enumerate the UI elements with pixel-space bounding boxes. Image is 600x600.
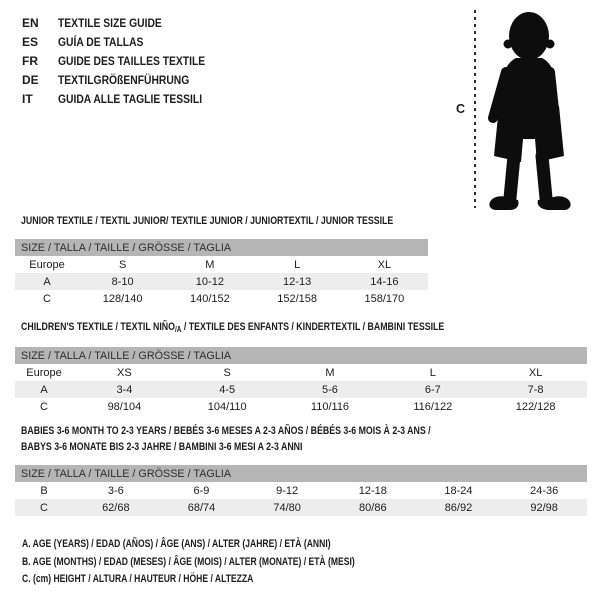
cell: XL [484, 364, 587, 381]
table-row [15, 290, 428, 307]
language-title: TEXTILE SIZE GUIDE [58, 15, 162, 30]
cell: 128/140 [79, 290, 166, 307]
cell: 5-6 [279, 381, 382, 398]
language-code: FR [22, 53, 38, 68]
cell: 110/116 [279, 398, 382, 415]
cell: S [79, 256, 166, 273]
language-code: DE [22, 72, 39, 87]
baby-silhouette [489, 12, 570, 210]
cell: Europe [15, 256, 79, 273]
table-row [15, 482, 587, 499]
footnote-line: B. AGE (MONTHS) / EDAD (MESES) / ÂGE (MOIS) / ALTER (MONATE) / ETÀ (MESI) [22, 555, 355, 568]
cell: 98/104 [73, 398, 176, 415]
footnote-line: C. (cm) HEIGHT / ALTURA / HAUTEUR / HÖHE / ALTEZZA [22, 573, 254, 585]
cell: C [15, 398, 73, 415]
junior-section-heading: JUNIOR TEXTILE / TEXTIL JUNIOR/ TEXTILE JUNIOR / JUNIORTEXTIL / JUNIOR TESSILE [21, 215, 394, 227]
cell: 86/92 [416, 499, 502, 516]
cell: 122/128 [484, 398, 587, 415]
children-heading-sub: /A [174, 325, 182, 334]
footnotes [22, 536, 355, 589]
language-code: EN [22, 15, 39, 30]
size-header-cell: SIZE / TALLA / TAILLE / GRÖSSE / TAGLIA [15, 465, 587, 482]
cell: L [254, 256, 341, 273]
cell: Europe [15, 364, 73, 381]
cell: 4-5 [176, 381, 279, 398]
cell: 116/122 [381, 398, 484, 415]
table-row [15, 364, 587, 381]
table-row [15, 398, 587, 415]
babies-size-table [15, 465, 587, 516]
children-heading-post: / TEXTILE DES ENFANTS / KINDERTEXTIL / BAMBINI TESSILE [181, 321, 445, 333]
cell: C [15, 290, 79, 307]
language-row [22, 32, 229, 51]
cell: 74/80 [244, 499, 330, 516]
language-title: TEXTILGRÖßENFÜHRUNG [58, 72, 190, 87]
language-row [22, 70, 229, 89]
language-title: GUÍA DE TALLAS [58, 34, 144, 49]
language-row [22, 13, 229, 32]
cell: M [166, 256, 253, 273]
cell: 152/158 [254, 290, 341, 307]
junior-size-table [15, 239, 428, 307]
cell: C [15, 499, 73, 516]
cell: 14-16 [341, 273, 428, 290]
table-row [15, 381, 587, 398]
cell: 104/110 [176, 398, 279, 415]
table-row [15, 256, 428, 273]
cell: 12-13 [254, 273, 341, 290]
baby-silhouette-icon [466, 6, 596, 213]
cell: 158/170 [341, 290, 428, 307]
children-section-heading [21, 320, 444, 338]
children-size-table [15, 347, 587, 415]
size-header-cell: SIZE / TALLA / TAILLE / GRÖSSE / TAGLIA [15, 347, 587, 364]
cell: 8-10 [79, 273, 166, 290]
cell: A [15, 273, 79, 290]
babies-section-heading [21, 424, 431, 455]
size-header-row [15, 347, 587, 364]
table-row [15, 499, 587, 516]
size-header-row [15, 239, 428, 256]
cell: M [279, 364, 382, 381]
footnote-line: A. AGE (YEARS) / EDAD (AÑOS) / ÂGE (ANS) / ALTER (JAHRE) / ETÀ (ANNI) [22, 538, 331, 550]
language-code: IT [22, 91, 33, 106]
language-row [22, 89, 229, 108]
size-header-row [15, 465, 587, 482]
cell: 6-9 [159, 482, 245, 499]
cell: 12-18 [330, 482, 416, 499]
cell: 92/98 [501, 499, 587, 516]
cell: 6-7 [381, 381, 484, 398]
cell: A [15, 381, 73, 398]
cell: S [176, 364, 279, 381]
cell: B [15, 482, 73, 499]
babies-heading-line2: BABYS 3-6 MONATE BIS 2-3 JAHRE / BAMBINI 3-6 MESI A 2-3 ANNI [21, 440, 303, 453]
cell: 68/74 [159, 499, 245, 516]
size-header-cell: SIZE / TALLA / TAILLE / GRÖSSE / TAGLIA [15, 239, 428, 256]
cell: XL [341, 256, 428, 273]
height-measure-label: C [456, 102, 466, 116]
cell: 9-12 [244, 482, 330, 499]
language-title: GUIDE DES TAILLES TEXTILE [58, 53, 206, 68]
language-row [22, 51, 229, 70]
table-row [15, 273, 428, 290]
babies-heading-line1: BABIES 3-6 MONTH TO 2-3 YEARS / BEBÉS 3-6 MESES A 2-3 AÑOS / BÉBÉS 3-6 MOIS À 2-3 ANS / [21, 425, 431, 437]
cell: L [381, 364, 484, 381]
cell: 3-4 [73, 381, 176, 398]
cell: 62/68 [73, 499, 159, 516]
language-list [22, 13, 229, 108]
children-heading-pre: CHILDREN'S TEXTILE / TEXTIL NIÑO [21, 321, 175, 333]
cell: 24-36 [501, 482, 587, 499]
cell: XS [73, 364, 176, 381]
language-title: GUIDA ALLE TAGLIE TESSILI [58, 91, 203, 106]
cell: 140/152 [166, 290, 253, 307]
cell: 80/86 [330, 499, 416, 516]
cell: 7-8 [484, 381, 587, 398]
cell: 10-12 [166, 273, 253, 290]
cell: 3-6 [73, 482, 159, 499]
cell: 18-24 [416, 482, 502, 499]
language-code: ES [22, 34, 39, 49]
